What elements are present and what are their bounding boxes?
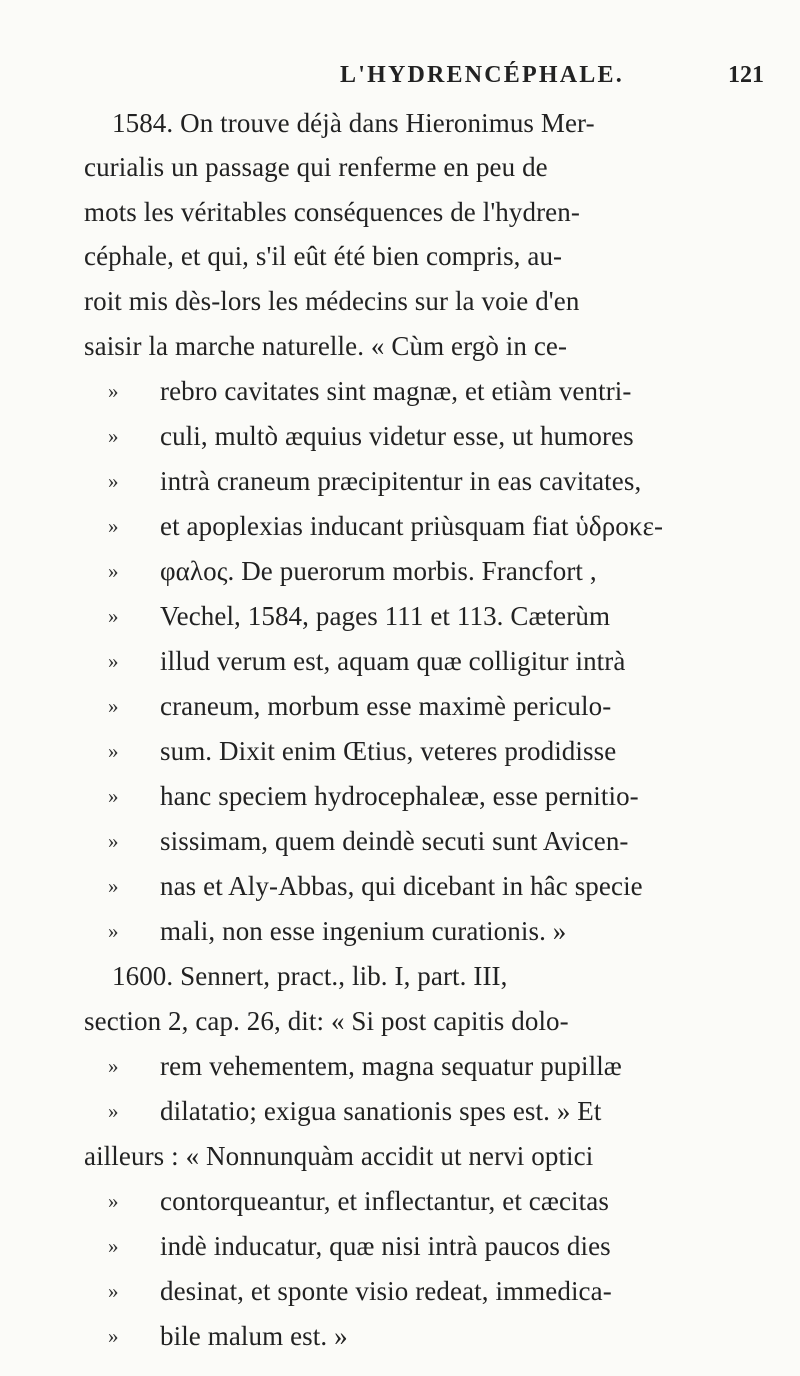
quote-mark: »	[108, 424, 119, 448]
quote-mark: »	[108, 694, 119, 718]
running-title: L'HYDRENCÉPHALE.	[340, 62, 624, 88]
quote-mark: »	[108, 874, 119, 898]
quoted-text: Vechel, 1584, pages 111 et 113. Cæterùm	[160, 601, 611, 631]
quoted-text: contorqueantur, et inflectantur, et cæcitas	[160, 1186, 609, 1216]
quoted-text: rebro cavitates sint magnæ, et etiàm ventri-	[160, 376, 632, 406]
quoted-text: indè inducatur, quæ nisi intrà paucos dies	[160, 1231, 611, 1261]
quoted-text: nas et Aly-Abbas, qui dicebant in hâc specie	[160, 871, 643, 901]
text-line: 1584. On trouve déjà dans Hieronimus Mer-	[112, 108, 595, 138]
text-line: saisir la marche naturelle. « Cùm ergò in ce-	[84, 331, 568, 361]
page-number: 121	[728, 62, 764, 88]
text-line: curialis un passage qui renferme en peu de	[84, 152, 548, 182]
text-line: 1600. Sennert, pract., lib. I, part. III,	[112, 961, 508, 991]
quoted-text: bile malum est. »	[160, 1321, 348, 1351]
quoted-text: dilatatio; exigua sanationis spes est. » Et	[160, 1096, 602, 1126]
quoted-text: rem vehementem, magna sequatur pupillæ	[160, 1051, 622, 1081]
quote-mark: »	[108, 559, 119, 583]
quote-mark: »	[108, 514, 119, 538]
quote-mark: »	[108, 739, 119, 763]
quoted-text: sissimam, quem deindè secuti sunt Avicen-	[160, 826, 629, 856]
quote-mark: »	[108, 1234, 119, 1258]
quote-mark: »	[108, 379, 119, 403]
text-line: mots les véritables conséquences de l'hydren-	[84, 197, 580, 227]
text-line: roit mis dès-lors les médecins sur la voie d'en	[84, 286, 580, 316]
quote-mark: »	[108, 649, 119, 673]
quote-mark: »	[108, 1324, 119, 1348]
quote-mark: »	[108, 469, 119, 493]
quote-mark: »	[108, 1279, 119, 1303]
quoted-text: mali, non esse ingenium curationis. »	[160, 916, 567, 946]
text-line: section 2, cap. 26, dit: « Si post capitis dolo-	[84, 1006, 569, 1036]
quoted-text: et apoplexias inducant priùsquam fiat ὑδροκε-	[160, 511, 664, 541]
quote-mark: »	[108, 604, 119, 628]
quote-mark: »	[108, 829, 119, 853]
quoted-text: hanc speciem hydrocephaleæ, esse pernitio-	[160, 781, 639, 811]
quote-mark: »	[108, 1054, 119, 1078]
quoted-text: culi, multò æquius videtur esse, ut humores	[160, 421, 634, 451]
quoted-text: illud verum est, aquam quæ colligitur intrà	[160, 646, 626, 676]
text-line: ailleurs : « Nonnunquàm accidit ut nervi optici	[84, 1141, 594, 1171]
quote-mark: »	[108, 1189, 119, 1213]
quoted-text: craneum, morbum esse maximè periculo-	[160, 691, 612, 721]
quote-mark: »	[108, 1099, 119, 1123]
quote-mark: »	[108, 919, 119, 943]
quote-mark: »	[108, 784, 119, 808]
quoted-text: sum. Dixit enim Œtius, veteres prodidisse	[160, 736, 617, 766]
text-line: céphale, et qui, s'il eût été bien compris, au-	[84, 241, 563, 271]
quoted-text: intrà craneum præcipitentur in eas cavitates,	[160, 466, 642, 496]
quoted-text: desinat, et sponte visio redeat, immedica-	[160, 1276, 612, 1306]
quoted-text: φαλος. De puerorum morbis. Francfort ,	[160, 556, 597, 586]
